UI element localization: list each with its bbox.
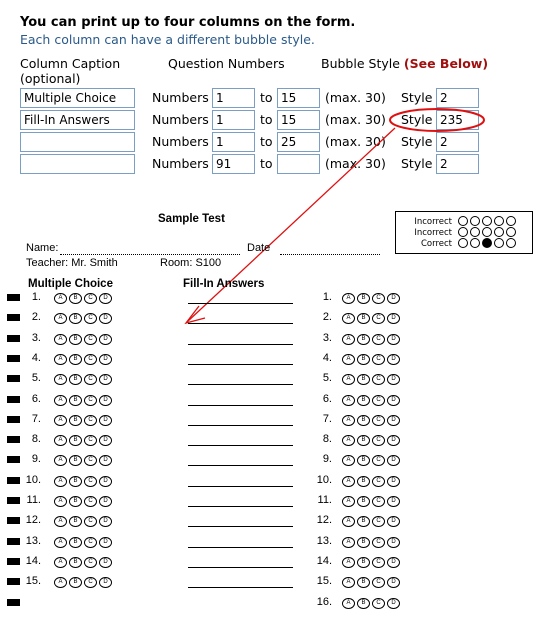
fill-in-answer-line[interactable] [188,384,293,385]
bubble-group [54,313,114,324]
answer-bubble[interactable]: B [69,395,82,406]
to-label: to [260,156,273,171]
bubble-group [342,313,402,324]
fill-in-answer-line[interactable] [188,526,293,527]
answer-bubble[interactable]: A [54,496,67,507]
bubble-icon [494,238,504,248]
bubble-group [342,334,402,345]
answer-bubble[interactable]: D [387,293,400,304]
max-label: (max. 30) [325,156,386,171]
answer-bubble[interactable]: B [357,374,370,385]
answer-bubble[interactable]: D [99,374,112,385]
answer-bubble[interactable]: C [372,435,385,446]
question-number: 11. [317,494,332,506]
answer-bubble[interactable]: A [342,598,355,609]
bubble-group [54,334,114,345]
answer-bubble[interactable]: D [99,293,112,304]
legend-row [402,227,518,238]
answer-bubble[interactable]: B [69,537,82,548]
max-label: (max. 30) [325,112,386,127]
bubble-group [342,455,402,466]
bubble-icon [506,238,516,248]
answer-bubble[interactable]: C [372,354,385,365]
fill-in-answer-line[interactable] [188,303,293,304]
bubble-icon [494,227,504,237]
answer-bubble[interactable]: C [84,516,97,527]
answer-bubble[interactable]: D [387,354,400,365]
answer-bubble[interactable]: A [342,395,355,406]
timing-mark [7,599,20,606]
fill-in-answer-line[interactable] [188,465,293,466]
bubble-group [54,354,114,365]
answer-bubble[interactable]: C [372,496,385,507]
answer-bubble[interactable]: B [69,435,82,446]
fill-in-answer-line[interactable] [188,323,293,324]
answer-bubble[interactable]: A [342,476,355,487]
answer-bubble[interactable]: A [342,415,355,426]
answer-bubble[interactable]: B [69,496,82,507]
answer-bubble[interactable]: B [69,557,82,568]
question-number: 10. [316,474,332,486]
bubble-group [342,354,402,365]
legend-row [402,238,518,249]
intro-subtitle: Each column can have a different bubble style. [20,32,315,47]
legend-label: Correct [420,238,452,249]
legend-row [402,216,518,227]
answer-bubble[interactable]: C [84,537,97,548]
fill-in-answer-line[interactable] [188,405,293,406]
crossed-bubble-icon [482,216,492,226]
question-number: 1. [322,291,332,303]
bubble-icon [458,216,468,226]
fill-in-answer-line[interactable] [188,425,293,426]
answer-bubble[interactable]: D [99,537,112,548]
answer-bubble[interactable]: A [54,516,67,527]
bubble-icon [470,216,480,226]
bubble-icon [494,216,504,226]
numbers-label: Numbers [152,112,209,127]
answer-bubble[interactable]: B [357,537,370,548]
answer-bubble[interactable]: C [84,577,97,588]
answer-bubble[interactable]: D [99,313,112,324]
answer-bubble[interactable]: D [99,557,112,568]
answer-bubble[interactable]: C [372,455,385,466]
answer-bubble[interactable]: C [372,577,385,588]
intro-title: You can print up to four columns on the form. [20,15,356,30]
answer-bubble[interactable]: A [54,313,67,324]
bubble-group [342,577,402,588]
answer-bubble[interactable]: D [387,577,400,588]
question-number: 8. [31,433,41,445]
answer-bubble[interactable]: D [99,415,112,426]
legend-label: Incorrect [414,216,452,227]
answer-bubble[interactable]: C [372,415,385,426]
bubble-icon [506,227,516,237]
answer-bubble[interactable]: C [84,293,97,304]
answer-bubble[interactable]: B [357,577,370,588]
answer-bubble[interactable]: B [69,334,82,345]
answer-bubble[interactable]: A [342,334,355,345]
bubble-group [342,476,402,487]
answer-bubble[interactable]: B [357,313,370,324]
bubble-icon [458,238,468,248]
question-number: 1. [31,291,41,303]
bubble-group [342,374,402,385]
question-number: 12. [25,514,41,526]
question-number: 5. [322,372,332,384]
from-number-input[interactable]: 1 [212,110,255,130]
bubble-group [342,557,402,568]
question-number: 7. [31,413,41,425]
answer-bubble[interactable]: B [357,435,370,446]
answer-bubble[interactable]: A [54,577,67,588]
bubble-group [54,374,114,385]
answer-bubble[interactable]: A [342,455,355,466]
answer-bubble[interactable]: D [99,516,112,527]
answer-bubble[interactable]: D [387,415,400,426]
bubble-group [342,293,402,304]
answer-bubble[interactable]: B [357,476,370,487]
answer-bubble[interactable]: C [372,395,385,406]
answer-bubble[interactable]: D [99,455,112,466]
answer-bubble[interactable]: B [357,557,370,568]
answer-bubble[interactable]: A [54,557,67,568]
answer-bubble[interactable]: C [84,354,97,365]
question-number: 2. [322,311,332,323]
question-number: 7. [322,413,332,425]
to-label: to [260,90,273,105]
answer-bubble[interactable]: D [387,455,400,466]
to-label: to [260,112,273,127]
fill-in-answer-line[interactable] [188,547,293,548]
answer-bubble[interactable]: C [372,516,385,527]
style-label: Style [401,90,433,105]
name-label: Name: [26,242,59,254]
answer-bubble[interactable]: D [99,334,112,345]
answer-bubble[interactable]: D [387,598,400,609]
answer-bubble[interactable]: C [84,334,97,345]
answer-bubble[interactable]: D [99,476,112,487]
answer-bubble[interactable]: A [54,334,67,345]
answer-bubble[interactable]: D [387,557,400,568]
question-number: 9. [322,453,332,465]
bubble-icon [470,238,480,248]
bubble-group [342,598,402,609]
caption-header-line2: (optional) [20,71,81,86]
answer-bubble[interactable]: C [84,496,97,507]
bubble-group [54,395,114,406]
answer-bubble[interactable]: A [342,557,355,568]
fill-in-answer-line[interactable] [188,364,293,365]
answer-bubble[interactable]: B [357,293,370,304]
question-number: 12. [316,514,332,526]
answer-bubble[interactable]: D [387,334,400,345]
from-number-input[interactable]: 1 [212,132,255,152]
answer-bubble[interactable]: A [54,395,67,406]
date-label: Date [247,242,271,254]
question-number: 14. [25,555,41,567]
style-input[interactable]: 2 [436,154,479,174]
answer-bubble[interactable]: B [69,293,82,304]
answer-bubble[interactable]: B [69,415,82,426]
answer-bubble[interactable]: B [69,313,82,324]
bubble-group [54,496,114,507]
answer-bubble[interactable]: D [99,496,112,507]
caption-input[interactable]: Fill-In Answers [20,110,135,130]
numbers-label: Numbers [152,156,209,171]
answer-bubble[interactable]: C [84,455,97,466]
bubble-group [54,476,114,487]
answer-bubble[interactable]: D [99,354,112,365]
question-number: 3. [322,332,332,344]
answer-bubble[interactable]: C [84,374,97,385]
answer-bubble[interactable]: C [372,476,385,487]
answer-bubble[interactable]: B [69,374,82,385]
answer-bubble[interactable]: B [69,516,82,527]
question-number: 2. [31,311,41,323]
style-label: Style [401,134,433,149]
question-number: 11. [26,494,41,506]
answer-bubble[interactable]: B [357,598,370,609]
question-number: 4. [322,352,332,364]
question-number: 5. [31,372,41,384]
answer-bubble[interactable]: D [99,435,112,446]
style-input[interactable]: 235 [436,110,479,130]
question-number: 15. [316,575,332,587]
bubble-icon [482,227,492,237]
answer-bubble[interactable]: B [357,334,370,345]
bubble-group [54,293,114,304]
answer-bubble[interactable]: C [84,435,97,446]
date-line [280,254,380,255]
bubble-icon [470,227,480,237]
max-label: (max. 30) [325,134,386,149]
from-number-input[interactable]: 1 [212,88,255,108]
answer-bubble[interactable]: D [387,537,400,548]
bubble-icon [506,216,516,226]
room-label: Room: S100 [160,257,222,269]
question-numbers-header: Question Numbers [168,56,285,71]
bubble-group [342,395,402,406]
bubble-group [54,577,114,588]
answer-bubble[interactable]: D [387,374,400,385]
question-number: 16. [316,596,332,608]
bubble-group [342,415,402,426]
answer-bubble[interactable]: A [54,374,67,385]
answer-bubble[interactable]: A [342,577,355,588]
bubble-group [54,537,114,548]
answer-bubble[interactable]: C [372,334,385,345]
caption-header-line1: Column Caption [20,56,121,71]
answer-bubble[interactable]: B [357,395,370,406]
question-number: 15. [25,575,41,587]
answer-bubble[interactable]: C [372,557,385,568]
bubble-group [54,435,114,446]
question-number: 10. [25,474,41,486]
answer-bubble[interactable]: B [69,476,82,487]
answer-bubble[interactable]: B [357,516,370,527]
answer-bubble[interactable]: A [54,293,67,304]
style-label: Style [401,112,433,127]
answer-bubble[interactable]: D [387,435,400,446]
max-label: (max. 30) [325,90,386,105]
teacher-label: Teacher: Mr. Smith [26,257,118,269]
answer-bubble[interactable]: C [84,557,97,568]
question-number: 13. [316,535,332,547]
fill-in-answer-line[interactable] [188,567,293,568]
filled-bubble-icon [482,238,492,248]
answer-bubble[interactable]: C [84,395,97,406]
question-number: 3. [31,332,41,344]
answer-bubble[interactable]: A [342,293,355,304]
col2-title: Fill-In Answers [183,278,265,290]
bubble-group [342,516,402,527]
col1-title: Multiple Choice [28,278,113,290]
answer-bubble[interactable]: B [69,577,82,588]
to-label: to [260,134,273,149]
sample-title: Sample Test [158,213,225,225]
bubble-group [54,516,114,527]
answer-bubble[interactable]: A [54,415,67,426]
answer-bubble[interactable]: C [372,537,385,548]
answer-bubble[interactable]: C [84,313,97,324]
answer-bubble[interactable]: A [342,313,355,324]
answer-bubble[interactable]: A [342,374,355,385]
question-number: 4. [31,352,41,364]
bubble-group [54,557,114,568]
answer-bubble[interactable]: A [54,354,67,365]
answer-bubble[interactable]: A [342,537,355,548]
answer-bubble[interactable]: D [387,516,400,527]
fill-in-answer-line[interactable] [188,445,293,446]
answer-bubble[interactable]: C [84,415,97,426]
bubble-group [54,455,114,466]
numbers-label: Numbers [152,134,209,149]
numbers-label: Numbers [152,90,209,105]
fill-in-answer-line[interactable] [188,344,293,345]
legend-label: Incorrect [414,227,452,238]
name-line [60,254,240,255]
style-input[interactable]: 2 [436,88,479,108]
answer-bubble[interactable]: A [342,354,355,365]
answer-bubble[interactable]: B [357,354,370,365]
question-number: 6. [322,393,332,405]
answer-bubble[interactable]: B [69,455,82,466]
bubble-style-label: Bubble Style [321,56,400,71]
question-number: 9. [31,453,41,465]
question-number: 13. [25,535,41,547]
question-number: 6. [31,393,41,405]
answer-bubble[interactable]: D [387,496,400,507]
answer-bubble[interactable]: A [342,435,355,446]
answer-bubble[interactable]: B [357,455,370,466]
answer-bubble[interactable]: D [99,395,112,406]
answer-bubble[interactable]: A [54,435,67,446]
bubble-group [342,537,402,548]
question-number: 8. [322,433,332,445]
answer-bubble[interactable]: C [372,313,385,324]
from-number-input[interactable]: 91 [212,154,255,174]
question-number: 14. [316,555,332,567]
answer-bubble[interactable]: A [54,476,67,487]
highlight-ellipse [390,109,484,131]
answer-bubble[interactable]: B [357,415,370,426]
answer-bubble[interactable]: A [54,455,67,466]
bubble-icon [458,227,468,237]
answer-bubble[interactable]: D [387,313,400,324]
fill-in-answer-line[interactable] [188,587,293,588]
fill-in-answer-line[interactable] [188,506,293,507]
answer-bubble[interactable]: A [54,537,67,548]
answer-bubble[interactable]: D [387,476,400,487]
style-label: Style [401,156,433,171]
bubble-legend [395,211,533,254]
answer-bubble[interactable]: C [372,598,385,609]
answer-bubble[interactable]: A [342,496,355,507]
to-number-input[interactable]: 15 [277,88,320,108]
answer-bubble[interactable]: B [357,496,370,507]
see-below-label: (See Below) [403,56,489,71]
answer-bubble[interactable]: C [84,476,97,487]
answer-bubble[interactable]: D [99,577,112,588]
answer-bubble[interactable]: C [372,374,385,385]
answer-bubble[interactable]: A [342,516,355,527]
answer-bubble[interactable]: B [69,354,82,365]
answer-bubble[interactable]: C [372,293,385,304]
to-number-input[interactable]: 25 [277,132,320,152]
bubble-group [54,415,114,426]
to-number-input[interactable]: 15 [277,110,320,130]
style-input[interactable]: 2 [436,132,479,152]
bubble-group [342,435,402,446]
bubble-group [342,496,402,507]
caption-input[interactable]: Multiple Choice [20,88,135,108]
answer-bubble[interactable]: D [387,395,400,406]
fill-in-answer-line[interactable] [188,486,293,487]
